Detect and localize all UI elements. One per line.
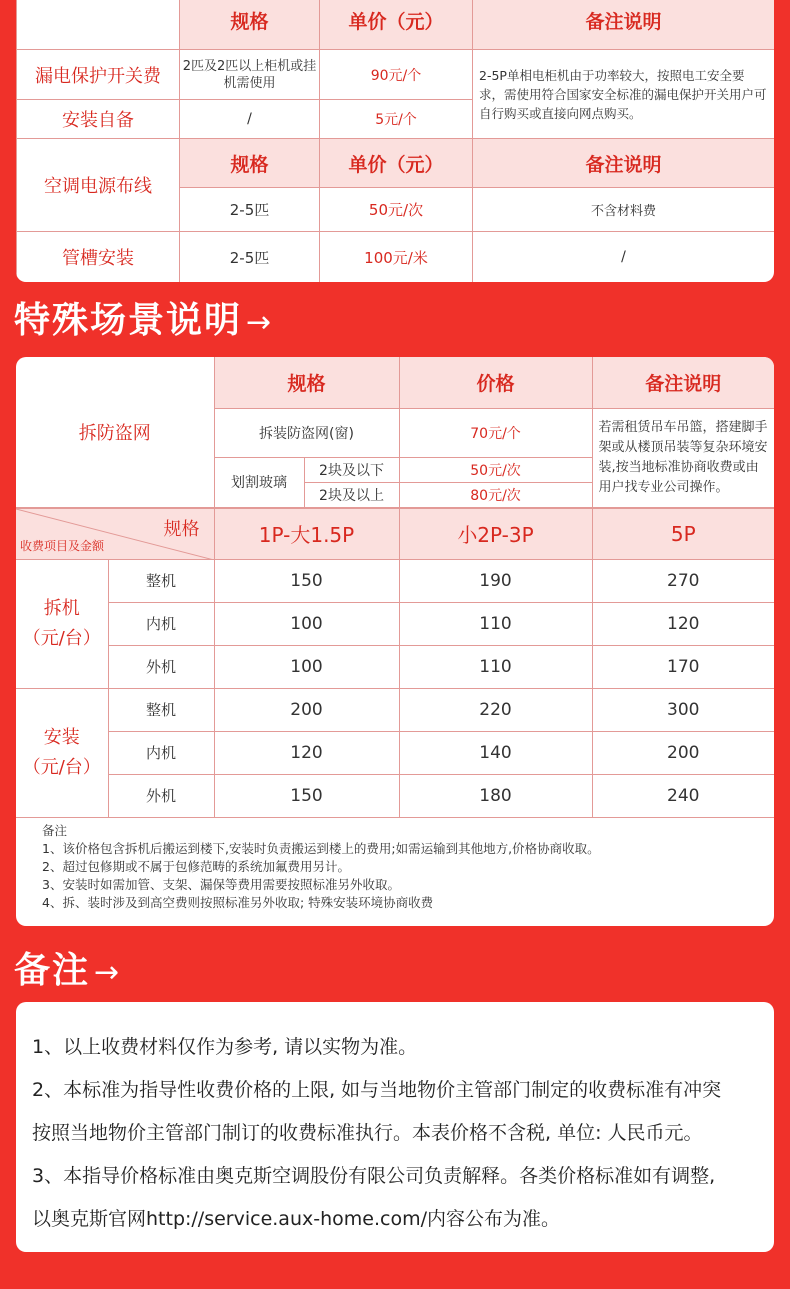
spec-cell: 2块及以下 bbox=[304, 457, 399, 482]
spec-cell: 2-5匹 bbox=[180, 188, 320, 232]
arrow-right-icon: → bbox=[94, 955, 122, 990]
row-name: 内机 bbox=[108, 731, 214, 774]
header-price: 单价（元） bbox=[320, 0, 473, 50]
price-cell: 5元/个 bbox=[320, 100, 473, 139]
glass-label: 划割玻璃 bbox=[214, 457, 304, 507]
remark-line: 3、安装时如需加管、支架、漏保等费用需要按照标准另外收取。 bbox=[42, 876, 400, 892]
value-cell: 100 bbox=[214, 645, 399, 688]
value-cell: 120 bbox=[592, 602, 774, 645]
column-1p: 1P-大1.5P bbox=[214, 508, 399, 559]
value-cell: 170 bbox=[592, 645, 774, 688]
spec-cell: / bbox=[180, 100, 320, 139]
value-cell: 110 bbox=[399, 645, 592, 688]
value-cell: 100 bbox=[214, 602, 399, 645]
value-cell: 140 bbox=[399, 731, 592, 774]
row-label-leakage-switch: 漏电保护开关费 bbox=[17, 50, 180, 100]
fee-table bbox=[16, 0, 774, 282]
row-name: 外机 bbox=[108, 774, 214, 817]
remark-cell: 不含材料费 bbox=[473, 188, 775, 232]
value-cell: 190 bbox=[399, 559, 592, 602]
column-5p: 5P bbox=[592, 508, 774, 559]
remark-cell: 若需租赁吊车吊篮，搭建脚手架或从楼顶吊装等复杂环境安装,按当地标准协商收费或由用户找专业公司操作。 bbox=[592, 408, 774, 507]
notes-list bbox=[16, 1002, 774, 1241]
group-label-dismantle: 拆机 （元/台） bbox=[16, 559, 108, 688]
corner-bottom-label: 收费项目及金额 bbox=[20, 538, 105, 553]
remark-line: 1、该价格包含拆机后搬运到楼下,安装时负责搬运到楼上的费用;如需运输到其他地方,价格协商收取。 bbox=[42, 840, 600, 856]
fee-table-card bbox=[16, 0, 774, 282]
value-cell: 300 bbox=[592, 688, 774, 731]
section-title-notes bbox=[14, 942, 121, 993]
value-cell: 120 bbox=[214, 731, 399, 774]
remark-cell: 2-5P单相电柜机由于功率较大，按照电工安全要求，需使用符合国家安全标准的漏电保护开关用户可自行购买或直接向网点购买。 bbox=[473, 50, 775, 139]
spec-cell: 2匹及2匹以上柜机或挂机需使用 bbox=[180, 50, 320, 100]
spec-cell: 2块及以上 bbox=[304, 482, 399, 507]
note-line: 按照当地物价主管部门制订的收费标准执行。本表价格不含税, 单位: 人民币元。 bbox=[32, 1122, 703, 1144]
section-title-text: 备注 bbox=[14, 950, 91, 991]
price-cell: 70元/个 bbox=[399, 408, 592, 457]
value-cell: 150 bbox=[214, 559, 399, 602]
header-spec: 规格 bbox=[180, 0, 320, 50]
header-spec: 规格 bbox=[214, 357, 399, 408]
table-remarks bbox=[16, 818, 774, 912]
note-line: 2、本标准为指导性收费价格的上限, 如与当地物价主管部门制定的收费标准有冲突 bbox=[32, 1079, 722, 1101]
price-cell: 100元/米 bbox=[320, 232, 473, 283]
special-card bbox=[16, 357, 774, 926]
section-title-special bbox=[14, 292, 273, 343]
header-spec: 规格 bbox=[180, 139, 320, 188]
note-line: 3、本指导价格标准由奥克斯空调股份有限公司负责解释。各类价格标准如有调整, bbox=[32, 1165, 716, 1187]
note-line: 以奥克斯官网http://service.aux-home.com/内容公布为准。 bbox=[32, 1208, 560, 1230]
price-cell: 90元/个 bbox=[320, 50, 473, 100]
note-line: 1、以上收费材料仅作为参考, 请以实物为准。 bbox=[32, 1036, 418, 1058]
row-label-self-supply: 安装自备 bbox=[17, 100, 180, 139]
remarks-heading: 备注 bbox=[42, 822, 68, 838]
remark-line: 2、超过包修期或不属于包修范畴的系统加氟费用另计。 bbox=[42, 858, 350, 874]
price-cell: 80元/次 bbox=[399, 482, 592, 507]
remark-cell: / bbox=[473, 232, 775, 283]
blank-cell bbox=[17, 0, 180, 50]
price-cell: 50元/次 bbox=[320, 188, 473, 232]
value-cell: 180 bbox=[399, 774, 592, 817]
spec-cell: 拆装防盗网(窗) bbox=[214, 408, 399, 457]
value-cell: 220 bbox=[399, 688, 592, 731]
corner-top-label: 规格 bbox=[163, 518, 200, 540]
value-cell: 110 bbox=[399, 602, 592, 645]
price-cell: 50元/次 bbox=[399, 457, 592, 482]
header-remark: 备注说明 bbox=[592, 357, 774, 408]
row-name: 内机 bbox=[108, 602, 214, 645]
header-remark: 备注说明 bbox=[473, 0, 775, 50]
header-price: 单价（元） bbox=[320, 139, 473, 188]
row-name: 整机 bbox=[108, 559, 214, 602]
remark-line: 4、拆、装时涉及到高空费则按照标准另外收取; 特殊安装环境协商收费 bbox=[42, 894, 434, 910]
row-label-anti-theft: 拆防盗网 bbox=[16, 357, 214, 507]
arrow-right-icon: → bbox=[246, 305, 274, 340]
row-name: 外机 bbox=[108, 645, 214, 688]
row-name: 整机 bbox=[108, 688, 214, 731]
notes-card bbox=[16, 1002, 774, 1252]
column-2p-3p: 小2P-3P bbox=[399, 508, 592, 559]
header-price: 价格 bbox=[399, 357, 592, 408]
value-cell: 150 bbox=[214, 774, 399, 817]
value-cell: 270 bbox=[592, 559, 774, 602]
anti-theft-table bbox=[16, 357, 774, 508]
spec-cell: 2-5匹 bbox=[180, 232, 320, 283]
group-label-install: 安装 （元/台） bbox=[16, 688, 108, 817]
row-label-duct-install: 管槽安装 bbox=[17, 232, 180, 283]
header-remark: 备注说明 bbox=[473, 139, 775, 188]
row-label-power-wiring: 空调电源布线 bbox=[17, 139, 180, 232]
value-cell: 200 bbox=[592, 731, 774, 774]
section-title-text: 特殊场景说明 bbox=[14, 300, 243, 341]
dismantle-install-table bbox=[16, 508, 774, 818]
value-cell: 200 bbox=[214, 688, 399, 731]
corner-cell bbox=[16, 508, 214, 559]
value-cell: 240 bbox=[592, 774, 774, 817]
